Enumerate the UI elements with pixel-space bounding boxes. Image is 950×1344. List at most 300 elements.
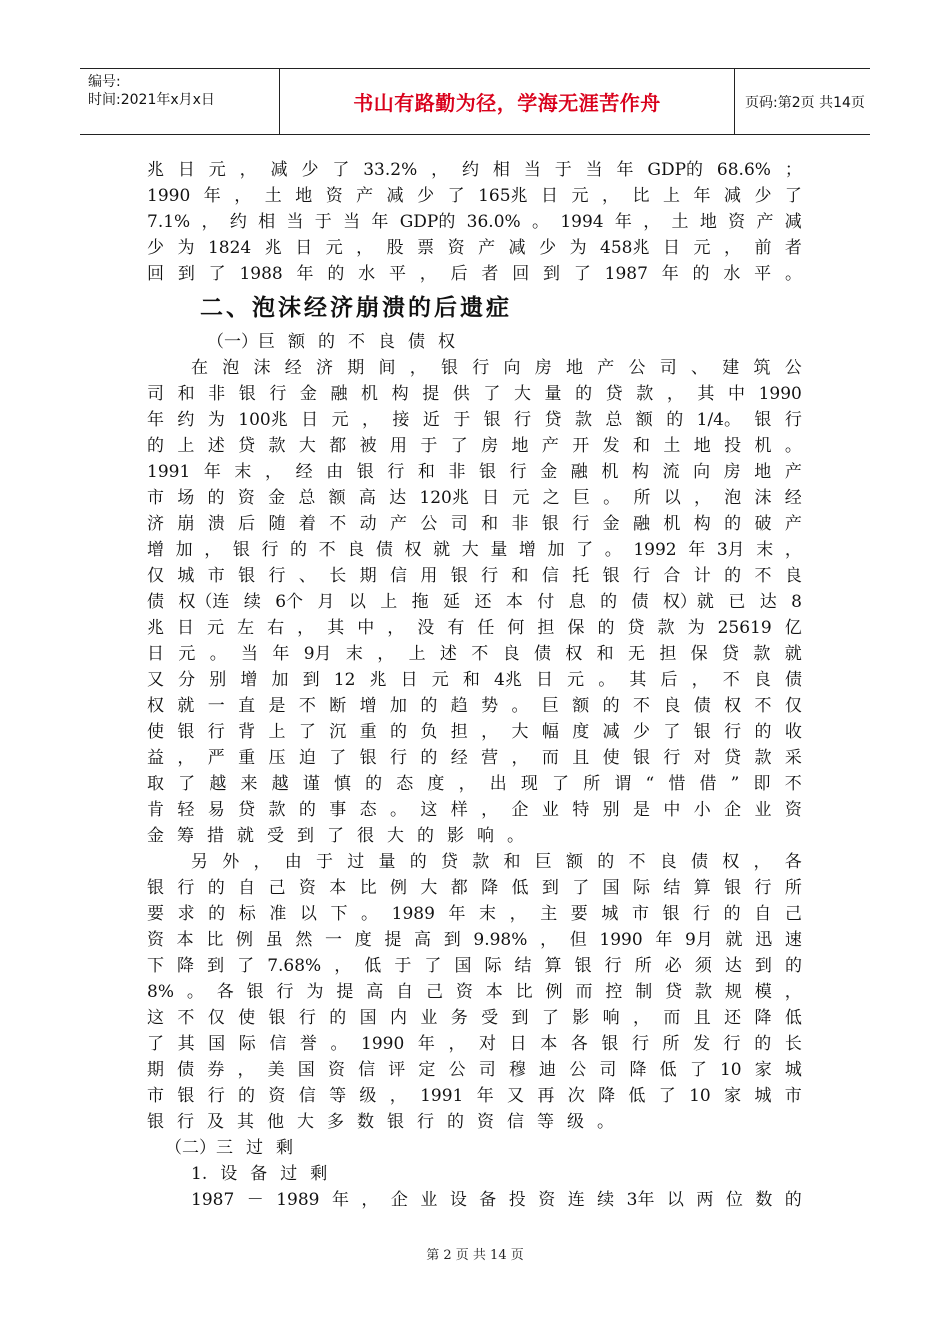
text-token: 高 (358, 488, 376, 508)
text-token: ， (361, 1190, 379, 1210)
text-token: 行 (754, 878, 772, 898)
text-token: 权 (438, 332, 455, 352)
text-token: 多 (327, 1112, 344, 1132)
text-token: 大 (420, 878, 438, 898)
text-token: 产 (756, 212, 774, 232)
text-token: 地 (511, 436, 529, 456)
text-token: 付 (537, 592, 555, 612)
text-token: 来 (240, 774, 258, 794)
text-token: 土 (671, 212, 689, 232)
text-token: 以 (666, 1190, 684, 1210)
text-token: 取 (147, 774, 164, 794)
text-token: ， (234, 186, 252, 206)
text-token: 构 (693, 514, 711, 534)
text-token: 券 (207, 1060, 225, 1080)
text-token: 市 (147, 1086, 164, 1106)
text-token: 次 (567, 1086, 585, 1106)
text-token: 款 (636, 384, 654, 404)
text-token: 款 (472, 852, 490, 872)
text-token: 他 (267, 1112, 284, 1132)
text-token: 业 (420, 1190, 438, 1210)
text-token: 1987 (604, 264, 648, 284)
text-token: 行 (276, 982, 294, 1002)
text-token: 元 (331, 410, 349, 430)
text-token: 还 (474, 592, 492, 612)
text-token: 重 (238, 748, 256, 768)
text-token: 的 (290, 540, 308, 560)
text-token: 轻 (177, 800, 195, 820)
text-token: 有 (447, 618, 465, 638)
text-line (147, 355, 802, 381)
text-token: 融 (570, 462, 588, 482)
text-token: 市 (207, 566, 225, 586)
text-token: 银 (479, 462, 497, 482)
text-token: 不 (471, 644, 489, 664)
text-token: 1. (191, 1164, 208, 1184)
text-token: 市 (147, 488, 164, 508)
text-token: 良 (347, 540, 365, 560)
text-token: ， (481, 722, 499, 742)
text-token: 融 (330, 384, 348, 404)
text-token: 市 (631, 904, 649, 924)
text-token: 定 (418, 1060, 436, 1080)
text-token: 公 (628, 358, 646, 378)
text-token: 银 (359, 748, 377, 768)
text-token: 企 (511, 800, 529, 820)
text-token: 受 (481, 1008, 499, 1028)
text-token: 就 (784, 644, 802, 664)
text-token: 的 (597, 852, 615, 872)
text-token: 保 (690, 644, 708, 664)
text-token: 际 (238, 1034, 256, 1054)
text-token: 日 (295, 238, 313, 258)
text-token: 68.6% (716, 160, 771, 180)
header-page-info: 页码:第2页 共14页 (745, 94, 865, 111)
text-token: 还 (724, 1008, 742, 1028)
text-token: 严 (207, 748, 225, 768)
text-token: 城 (784, 1060, 802, 1080)
text-token: 的 (208, 904, 226, 924)
text-token: 城 (177, 566, 195, 586)
text-line (147, 1187, 802, 1213)
text-token: 33.2% (363, 160, 418, 180)
text-token: 资 (268, 1086, 286, 1106)
text-token: 间 (378, 358, 396, 378)
text-token: 中 (357, 618, 375, 638)
text-token: 所 (633, 488, 651, 508)
text-token: 加 (271, 670, 289, 690)
text-token: ， (201, 212, 219, 232)
text-line (147, 849, 802, 875)
text-token: 增 (147, 540, 164, 560)
text-token: 和 (481, 514, 499, 534)
text-token: 不 (329, 514, 347, 534)
text-token: 行 (514, 410, 532, 430)
text-token: 不 (298, 696, 316, 716)
text-token: 用 (420, 566, 438, 586)
text-token: 国 (359, 1008, 377, 1028)
text-token: 少 (633, 722, 650, 742)
text-token: 设 (449, 1190, 467, 1210)
text-line (147, 433, 802, 459)
text-token: 年 (448, 904, 466, 924)
text-token: 为 (569, 238, 587, 258)
text-token: 于 (554, 160, 572, 180)
text-token: 上 (268, 722, 286, 742)
text-token: 165兆 (478, 186, 528, 206)
text-token: 的 (365, 774, 383, 794)
text-token: 行 (693, 904, 711, 924)
text-token: 是 (268, 696, 286, 716)
text-token: 的 (784, 1190, 802, 1210)
text-token: 这 (420, 800, 438, 820)
text-line (147, 953, 802, 979)
text-line (147, 979, 802, 1005)
text-token: 资 (327, 1060, 345, 1080)
text-token: 无 (627, 644, 645, 664)
text-line (147, 615, 802, 641)
text-token: 响 (602, 1008, 620, 1028)
text-token: 信 (507, 1112, 524, 1132)
text-token: 司 (659, 358, 677, 378)
text-token: 益 (147, 748, 164, 768)
text-token: 25619 (717, 618, 772, 638)
text-token: 泡 (724, 488, 742, 508)
text-token: 银 (601, 1034, 619, 1054)
text-token: 和 (596, 644, 614, 664)
text-token: 公 (448, 1060, 466, 1080)
text-token: 于 (316, 852, 333, 872)
text-token: 大 (513, 384, 531, 404)
text-token: 中 (727, 384, 745, 404)
text-token: 速 (784, 930, 802, 950)
text-token: 。 (361, 904, 379, 924)
text-token: 而 (575, 982, 593, 1002)
text-token: 且 (693, 1008, 711, 1028)
text-token: 权 (724, 696, 742, 716)
text-token: 总 (298, 488, 316, 508)
text-token: 上 (380, 592, 398, 612)
text-token: 金 (602, 514, 620, 534)
text-token: 规 (724, 982, 742, 1002)
text-token: 日 (482, 488, 500, 508)
text-token: 。 (603, 488, 621, 508)
text-token: 态 (359, 800, 377, 820)
text-token: 1/4。 (696, 410, 741, 430)
text-token: 降 (177, 956, 195, 976)
text-token: 其 (177, 1034, 195, 1054)
text-token: 态 (396, 774, 414, 794)
text-token: 控 (605, 982, 623, 1002)
text-token: 年 (693, 186, 711, 206)
text-token: 沫 (253, 358, 271, 378)
text-token: 其 (697, 384, 715, 404)
text-token: 贷 (724, 748, 742, 768)
text-token: 增 (240, 670, 258, 690)
text-token: 务 (450, 1008, 468, 1028)
text-token: 后 (450, 264, 468, 284)
text-token: 等 (329, 1086, 347, 1106)
text-token: 行 (509, 462, 527, 482)
text-token: “ (645, 774, 655, 794)
text-token: 的 (692, 264, 710, 284)
text-token: 权 (147, 696, 164, 716)
text-token: 幅 (541, 722, 559, 742)
text-token: 要 (570, 904, 588, 924)
text-token: 额 (566, 852, 583, 872)
text-token: 贷 (441, 852, 458, 872)
text-line (147, 719, 802, 745)
text-token: 不 (628, 852, 646, 872)
text-token: 济 (316, 358, 333, 378)
text-token: 借 (699, 774, 717, 794)
text-token: 行 (724, 722, 742, 742)
text-token: 信 (541, 566, 559, 586)
text-token: GDP的 (399, 212, 456, 232)
text-token: 了 (784, 186, 802, 206)
text-token: 少 (754, 186, 772, 206)
text-token: 司 (450, 514, 468, 534)
text-token: ” (730, 774, 740, 794)
text-token: 算 (693, 878, 711, 898)
text-token: 巨 (541, 696, 559, 716)
text-token: 趋 (450, 696, 468, 716)
text-token: 右 (267, 618, 285, 638)
text-token: 迅 (755, 930, 773, 950)
text-token: 的 (724, 566, 742, 586)
text-token: ， (602, 186, 620, 206)
text-line (147, 641, 802, 667)
text-token: 年 (616, 160, 634, 180)
text-token: 使 (238, 1008, 256, 1028)
text-token: 的 (600, 592, 618, 612)
text-token: 兆 (264, 238, 282, 258)
text-token: 1990 (147, 186, 191, 206)
text-token: 120兆 (419, 488, 469, 508)
text-token: 融 (633, 514, 650, 534)
text-token: 机 (601, 462, 619, 482)
text-token: 。 (784, 264, 802, 284)
text-token: 了 (572, 878, 590, 898)
text-token: 行 (268, 566, 286, 586)
text-token: 城 (754, 1086, 772, 1106)
text-token: 当 (585, 160, 603, 180)
text-token: 担 (537, 618, 555, 638)
text-token: 者 (784, 238, 802, 258)
text-token: 的 (207, 878, 225, 898)
text-token: 约 (177, 410, 195, 430)
text-line (147, 875, 802, 901)
text-token: ， (409, 358, 427, 378)
text-token: 美 (267, 1060, 285, 1080)
text-token: 房 (534, 358, 552, 378)
text-token: ， (481, 800, 499, 820)
text-line (147, 1057, 802, 1083)
text-token: 崩 (177, 514, 195, 534)
text-token: 自 (396, 982, 414, 1002)
text-token: 少 (301, 160, 319, 180)
text-token: 月 (317, 592, 335, 612)
text-token: 7.1% (147, 212, 191, 232)
text-token: 年 (272, 644, 290, 664)
text-token: 100兆 (238, 410, 288, 430)
text-token: 年 (417, 1034, 435, 1054)
text-token: 达 (724, 956, 742, 976)
text-token: 近 (422, 410, 440, 430)
text-token: 到 (297, 826, 314, 846)
text-token: 低 (784, 1008, 802, 1028)
text-token: 资 (538, 1190, 556, 1210)
text-line (147, 1005, 802, 1031)
text-token: 级 (567, 1112, 584, 1132)
text-token: ， (334, 956, 352, 976)
text-token: 不 (633, 696, 650, 716)
text-token: 量 (544, 384, 562, 404)
text-token: 高 (414, 930, 432, 950)
text-token: 不 (722, 670, 740, 690)
text-token: 是 (633, 800, 650, 820)
text-token: 再 (537, 1086, 555, 1106)
text-token: 额 (288, 332, 305, 352)
text-token: 经 (295, 462, 313, 482)
text-token: 虽 (265, 930, 283, 950)
text-token: 本 (540, 1034, 558, 1054)
text-token: 投 (508, 1190, 526, 1210)
text-token: 但 (569, 930, 587, 950)
text-token: 提 (422, 384, 440, 404)
text-token: 的 (754, 722, 772, 742)
text-token: 兆 (147, 160, 164, 180)
text-token: 的 (575, 384, 593, 404)
text-token: 国 (208, 1034, 226, 1054)
text-token: 出 (489, 774, 507, 794)
text-token: 了 (424, 956, 442, 976)
text-token: 别 (602, 800, 620, 820)
text-token: 银 (450, 566, 468, 586)
text-token: 己 (268, 878, 286, 898)
text-token: 日 (400, 670, 418, 690)
text-token: 。 (532, 212, 549, 232)
text-token: 权（连 (178, 592, 230, 612)
text-token: 行 (572, 514, 590, 534)
text-token: 总 (605, 410, 623, 430)
text-token: 以 (299, 904, 317, 924)
text-token: 额 (635, 410, 653, 430)
text-token: 款 (754, 748, 772, 768)
text-token: 而 (541, 748, 559, 768)
text-token: 少 (417, 186, 435, 206)
text-token: 降 (629, 1060, 647, 1080)
text-token: 使 (602, 748, 620, 768)
text-token: 年 (203, 186, 221, 206)
text-token: 降 (754, 1008, 772, 1028)
text-token: 仅 (784, 696, 802, 716)
text-token: 日 (177, 618, 195, 638)
text-token: 。 (604, 540, 622, 560)
text-token: 泡 (222, 358, 240, 378)
text-line (147, 157, 802, 183)
text-token: 产 (597, 358, 615, 378)
text-line (147, 1083, 802, 1109)
text-token: 各 (216, 982, 234, 1002)
text-token: 约 (462, 160, 480, 180)
text-token: 不 (348, 332, 365, 352)
text-token: 向 (503, 358, 521, 378)
text-line (147, 771, 802, 797)
text-token: 和 (177, 384, 195, 404)
text-token: 经 (784, 488, 802, 508)
text-token: 被 (359, 436, 377, 456)
text-line (147, 209, 802, 235)
text-token: 上 (408, 644, 426, 664)
text-token: 1989 (391, 904, 435, 924)
text-token: 到 (541, 878, 559, 898)
text-line (147, 901, 802, 927)
text-token: 响 (477, 826, 494, 846)
text-token: 低 (628, 1086, 646, 1106)
text-token: 的 (238, 1086, 256, 1106)
text-token: 比 (206, 930, 224, 950)
text-token: 之 (542, 488, 560, 508)
text-token: 贷 (238, 436, 256, 456)
text-token: 低 (364, 956, 382, 976)
text-token: 巨 (572, 488, 590, 508)
text-token: 当 (343, 212, 361, 232)
text-token: 国 (602, 878, 620, 898)
text-token: 银 (541, 514, 559, 534)
text-token: ， (633, 1008, 650, 1028)
text-token: 股 (386, 238, 404, 258)
text-token: 于 (394, 956, 412, 976)
text-line (147, 485, 802, 511)
text-token: 了 (689, 1060, 707, 1080)
text-token: 发 (602, 436, 620, 456)
text-token: 地 (699, 212, 717, 232)
text-token: 度 (427, 774, 445, 794)
text-token: 沫 (754, 488, 772, 508)
text-token: 机 (663, 514, 681, 534)
text-token: 所 (634, 956, 652, 976)
text-token: 日 (177, 160, 195, 180)
text-token: 何 (507, 618, 525, 638)
text-token: 样 (450, 800, 468, 820)
text-token: 信 (390, 566, 407, 586)
text-token: 信 (269, 1034, 287, 1054)
text-token: 日 (147, 644, 164, 664)
text-token: 回 (512, 264, 530, 284)
text-token: 年 (661, 264, 679, 284)
text-token: 地 (566, 358, 583, 378)
text-token: 款 (695, 982, 713, 1002)
text-token: ， (204, 540, 222, 560)
text-token: 了 (573, 264, 591, 284)
text-token: 当 (286, 212, 304, 232)
text-token: 产 (541, 436, 559, 456)
text-token: 行 (390, 748, 407, 768)
text-token: 须 (694, 956, 712, 976)
text-token: 即 (753, 774, 771, 794)
subsection-title (147, 329, 802, 355)
text-token: 。 (784, 436, 802, 456)
text-token: 贷 (665, 982, 683, 1002)
text-token: 到 (177, 264, 195, 284)
text-line (147, 183, 802, 209)
text-token: 款 (268, 800, 286, 820)
text-token: 向 (693, 462, 711, 482)
text-token: 1991 (420, 1086, 464, 1106)
text-token: 行 (472, 358, 490, 378)
text-token: ， (540, 930, 558, 950)
